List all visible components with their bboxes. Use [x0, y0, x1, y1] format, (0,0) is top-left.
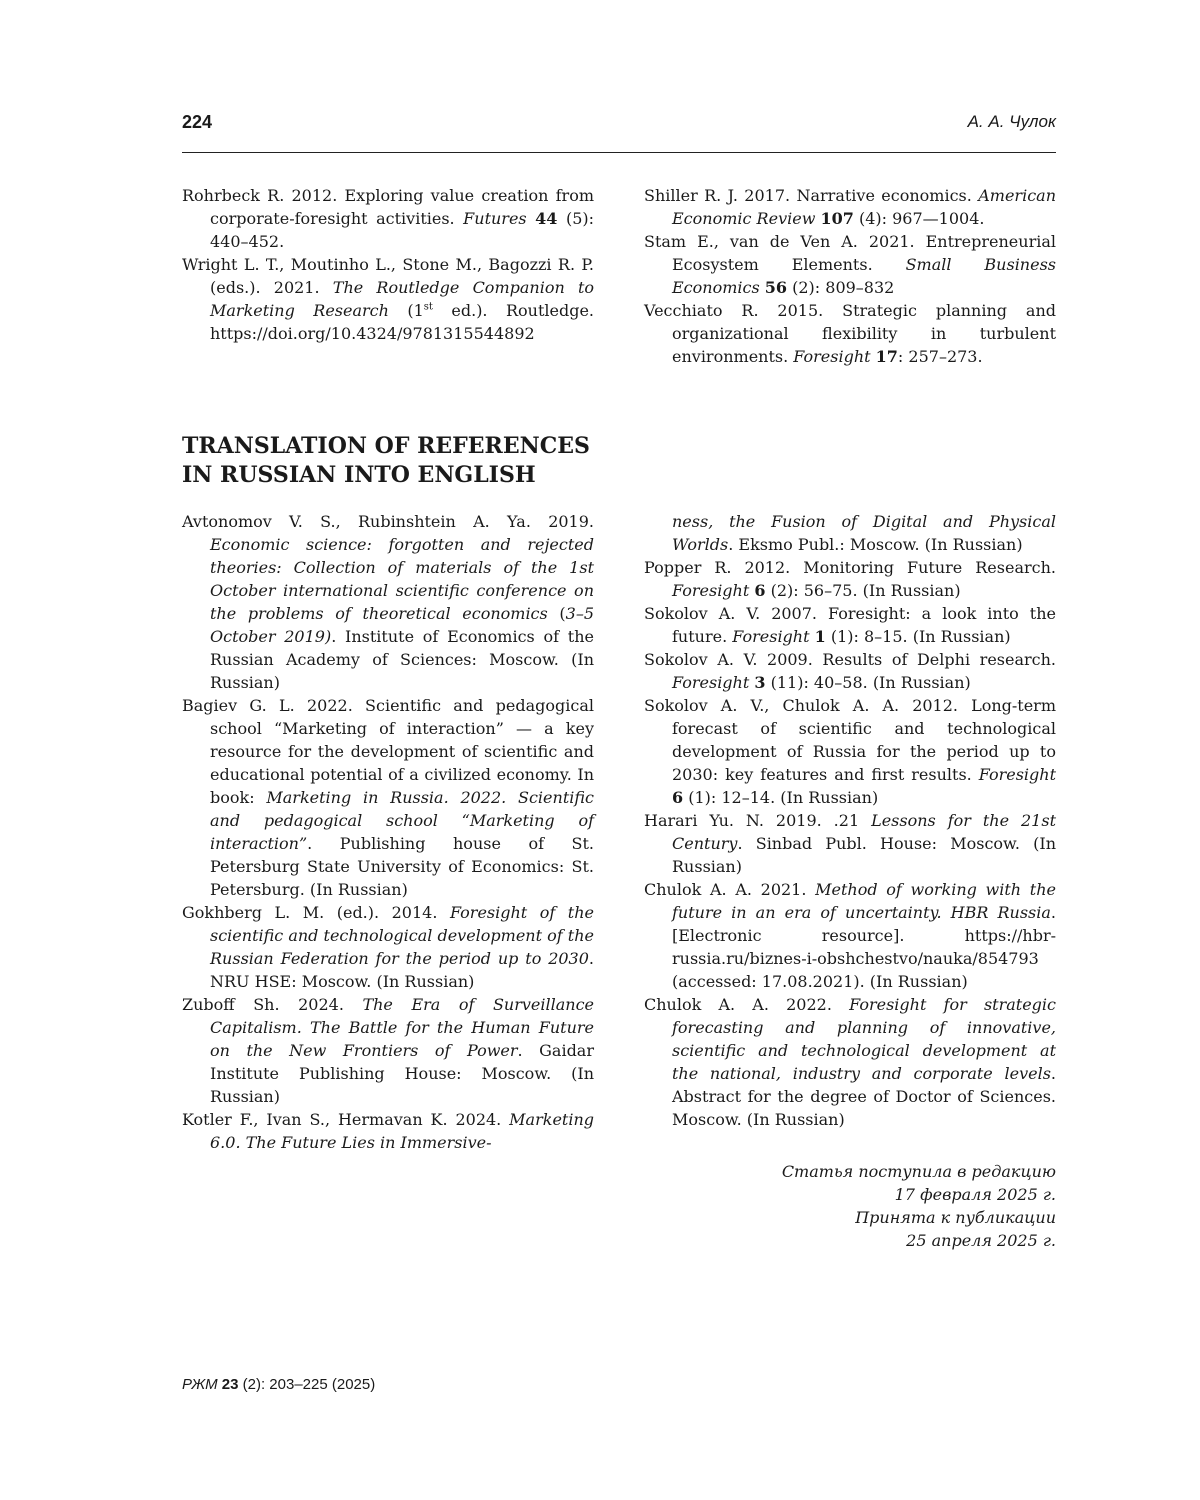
section-heading-line: TRANSLATION OF REFERENCES: [182, 433, 590, 459]
received-line: Статья поступила в редакцию: [781, 1162, 1056, 1181]
reference-item: Harari Yu. N. 2019. .21 Lessons for the 21st Century. Sinbad Publ. House: Moscow. (In Russian): [644, 811, 1057, 876]
running-author: А. А. Чулок: [967, 112, 1056, 131]
references-column-right: [644, 184, 1056, 368]
accepted-date: 25 апреля 2025 г.: [906, 1231, 1056, 1250]
reference-item: Zuboff Sh. 2024. The Era of Surveillance Capitalism. The Battle for the Human Future on the New Frontiers of Power. Gaidar Institute Publishing House: Moscow. (In Russian): [182, 995, 595, 1106]
reference-item: Vecchiato R. 2015. Strategic planning and organizational flexibility in turbulent environments. Foresight 17: 257–273.: [644, 301, 1056, 366]
reference-item: Wright L. T., Moutinho L., Stone M., Bagozzi R. P. (eds.). 2021. The Routledge Companion to Marketing Research (1st ed.). Routledge. https://doi.org/10.4324/9781315544892: [182, 255, 595, 343]
reference-continuation: ness, the Fusion of Digital and Physical Worlds. Eksmo Publ.: Moscow. (In Russian): [672, 512, 1056, 554]
reference-item: Kotler F., Ivan S., Hermavan K. 2024. Marketing 6.0. The Future Lies in Immersive-: [182, 1110, 594, 1152]
reference-item: Sokolov A. V. 2007. Foresight: a look into the future. Foresight 1 (1): 8–15. (In Russian): [644, 604, 1056, 646]
reference-item: Stam E., van de Ven A. 2021. Entrepreneurial Ecosystem Elements. Small Business Economics 56 (2): 809–832: [644, 232, 1057, 297]
page-number: 224: [182, 112, 213, 132]
submission-dates: [636, 1160, 1056, 1252]
reference-item: Bagiev G. L. 2022. Scientific and pedagogical school “Marketing of interaction” — a key resource for the development of scientific and educational potential of a civilized economy. In book: Marketing in Russia. 2022. Scientific and pedagogical school “Marketing of interaction”. Publishing house of St. Petersburg State University of Economics: St. Petersburg. (In Russian): [182, 696, 595, 899]
journal-abbrev: РЖМ: [182, 1376, 218, 1393]
translated-references-left: [182, 510, 594, 1154]
reference-item: Chulok A. A. 2021. Method of working with the future in an era of uncertainty. HBR Russia. [Electronic resource]. https://hbr-russia.ru/biznes-i-obshchestvo/nauka/854793 (accessed: 17.08.2021). (In Russian): [644, 880, 1056, 991]
journal-issue-pages: (2): 203–225 (2025): [242, 1376, 376, 1393]
reference-item: Chulok A. A. 2022. Foresight for strategic forecasting and planning of innovative, scientific and technological development at the national, industry and corporate levels. Abstract for the degree of Doctor of Sciences. Moscow. (In Russian): [644, 995, 1056, 1129]
translated-references-right: [644, 510, 1056, 1131]
reference-item: Sokolov A. V., Chulok A. A. 2012. Long-term forecast of scientific and technological development of Russia for the period up to 2030: key features and first results. Foresight 6 (1): 12–14. (In Russian): [644, 696, 1056, 807]
received-date: 17 февраля 2025 г.: [894, 1185, 1056, 1204]
reference-item: Avtonomov V. S., Rubinshtein A. Ya. 2019. Economic science: forgotten and rejected theories: Collection of materials of the 1st October international scientific conference on the problems of theoretical economics (3–5 October 2019). Institute of Economics of the Russian Academy of Sciences: Moscow. (In Russian): [182, 512, 594, 692]
section-heading: [182, 432, 622, 490]
reference-item: Popper R. 2012. Monitoring Future Research. Foresight 6 (2): 56–75. (In Russian): [644, 558, 1056, 600]
reference-item: Rohrbeck R. 2012. Exploring value creation from corporate-foresight activities. Futures 44 (5): 440–452.: [182, 186, 594, 251]
reference-item: Shiller R. J. 2017. Narrative economics. American Economic Review 107 (4): 967—1004.: [644, 186, 1056, 228]
reference-item: Gokhberg L. M. (ed.). 2014. Foresight of the scientific and technological development of the Russian Federation for the period up to 2030. NRU HSE: Moscow. (In Russian): [182, 903, 595, 991]
page-footer: [182, 1376, 375, 1393]
references-column-left: [182, 184, 594, 345]
section-heading-line: IN RUSSIAN INTO ENGLISH: [182, 462, 536, 488]
running-header: [182, 112, 1056, 142]
reference-item: Sokolov A. V. 2009. Results of Delphi research. Foresight 3 (11): 40–58. (In Russian): [644, 650, 1056, 692]
header-rule: [182, 152, 1056, 153]
accepted-line: Принята к публикации: [855, 1208, 1056, 1227]
journal-volume: 23: [221, 1376, 239, 1393]
